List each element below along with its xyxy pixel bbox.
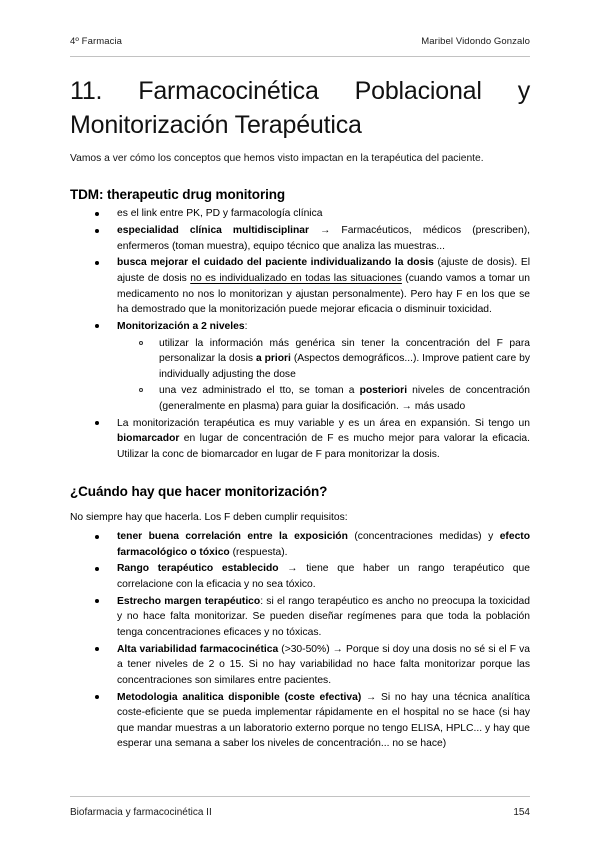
footer-page-number: 154: [513, 807, 530, 818]
bullet-icon: [95, 647, 99, 651]
item-bold-lead: especialidad clínica multidisciplinar: [117, 225, 310, 237]
item-text: → Si no hay una técnica analítica coste-eficiente que se pueda implementar rápidamente en el hospital no se hace (si hay que mandar muestras a un laboratorio externo porque no tengo ELISA, HPLC... y hay que esperar una semana a saber los niveles de concentración... no se hace): [117, 691, 530, 750]
sub-list-item: [115, 336, 530, 383]
tdm-bullet-list: [70, 206, 530, 462]
requisitos-bullet-list: [70, 529, 530, 752]
sub-item-text: una vez administrado el tto, se toman a: [159, 385, 360, 397]
item-text: → tiene que haber un rango terapéutico que correlacione con la eficacia y no sea tóxico.: [117, 563, 530, 591]
sub-item-text: utilizar la información más genérica sin tener la concentración del F para personalizar la dosis: [159, 337, 530, 365]
section-heading-tdm: TDM: therapeutic drug monitoring: [70, 187, 286, 203]
sub-item-text-cont: (Aspectos demográficos...). Improve patient care by individually adjusting the dose: [159, 353, 530, 380]
bullet-icon: [95, 212, 99, 216]
bullet-icon: [95, 695, 99, 699]
sub-item-bold: posteriori: [359, 385, 408, 397]
hollow-bullet-icon: [139, 341, 143, 345]
footer-subject: Biofarmacia y farmacocinética II: [70, 807, 212, 818]
item-bold-lead: Alta variabilidad farmacocinética: [117, 643, 279, 655]
list-item: [70, 594, 530, 641]
item-text: (>30-50%) → Porque si doy una dosis no sé si el F va a tener niveles de 2 o 15. Si no hay variabilidad no hace falta monitorizar porque las concentraciones son similares entre pacientes.: [117, 643, 530, 686]
item-text-cont: (respuesta).: [229, 546, 288, 558]
list-item: [70, 690, 530, 753]
item-bold-lead: tener buena correlación entre la exposición: [117, 531, 348, 543]
sub-item-bold: a priori: [255, 353, 291, 365]
item-bold-lead: Rango terapéutico establecido: [117, 563, 279, 575]
item-text-cont: (cuando vamos a tomar un medicamento no nos lo monitorizan y ajustan personalmente). Pero hay F en los que se ha demostrado que la monitorización puede mejorar eficacia o disminuir toxicidad.: [117, 272, 530, 316]
item-bold-lead: Estrecho margen terapéutico: [117, 595, 261, 607]
item-text: → Farmacéuticos, médicos (prescriben), enfermeros (toman muestra), equipo técnico que analiza las muestras...: [117, 225, 530, 252]
section-heading-cuando: ¿Cuándo hay que hacer monitorización?: [70, 483, 328, 499]
item-text: La monitorización terapéutica es muy variable y es un área en expansión. Si tengo un: [117, 417, 530, 429]
section-lead-paragraph: No siempre hay que hacerla. Los F deben cumplir requisitos:: [70, 511, 348, 523]
page-title: [70, 75, 530, 143]
item-text: (ajuste de dosis). El ajuste de dosis: [117, 257, 530, 284]
list-item: [70, 206, 530, 222]
item-text: : si el rango terapéutico es ancho no preocupa la toxicidad y no hace falta monitorizar. Se pueden diseñar regímenes para que toda la población tenga concentraciones eficaces y no tóxicas.: [117, 595, 531, 638]
monitorizacion-sub-list: [115, 336, 530, 415]
intro-paragraph: Vamos a ver cómo los conceptos que hemos visto impactan en la terapéutica del paciente.: [70, 152, 484, 164]
bullet-icon: [95, 567, 99, 571]
item-text-cont: en lugar de concentración de F es mucho mejor para valorar la eficacia. Utilizar la conc de biomarcador en lugar de F para monitorizar la dosis.: [117, 433, 530, 461]
running-header: [70, 0, 530, 47]
item-text: es el link entre PK, PD y farmacología clínica: [117, 208, 323, 220]
page-footer: [70, 787, 530, 818]
item-bold-lead: Monitorización a 2 niveles: [117, 320, 245, 332]
list-item: [70, 561, 530, 592]
list-item: [70, 416, 530, 463]
bullet-icon: [95, 261, 99, 265]
title-line-2: Monitorización Terapéutica: [70, 110, 362, 139]
title-line-1: 11. Farmacocinética Poblacional y: [70, 77, 530, 105]
bullet-icon: [95, 421, 99, 425]
header-author: Maribel Vidondo Gonzalo: [421, 36, 530, 47]
item-text: (concentraciones medidas) y: [347, 531, 500, 543]
header-course: 4º Farmacia: [70, 36, 123, 47]
bullet-icon: [95, 324, 99, 328]
item-underlined-text: no es individualizado en todas las situaciones: [190, 272, 402, 284]
hollow-bullet-icon: [139, 388, 143, 392]
page-content: [70, 0, 530, 848]
list-item: [70, 319, 530, 415]
list-item: [70, 529, 530, 560]
bullet-icon: [95, 535, 99, 539]
item-text: :: [244, 320, 248, 332]
item-bold: efecto farmacológico o tóxico: [117, 531, 531, 558]
item-bold: biomarcador: [117, 433, 180, 445]
bullet-icon: [95, 229, 99, 233]
bullet-icon: [95, 599, 99, 603]
list-item: [70, 642, 530, 689]
sub-item-text-cont: niveles de concentración (generalmente en plasma) para guiar la dosificación. → más usado: [159, 385, 530, 413]
item-bold-lead: Metodologia analitica disponible (coste efectiva): [117, 691, 362, 703]
list-item: [70, 223, 530, 254]
list-item: [70, 255, 530, 318]
sub-list-item: [115, 383, 530, 414]
header-rule: [70, 56, 530, 57]
item-bold-lead: busca mejorar el cuidado del paciente individualizando la dosis: [117, 257, 434, 269]
